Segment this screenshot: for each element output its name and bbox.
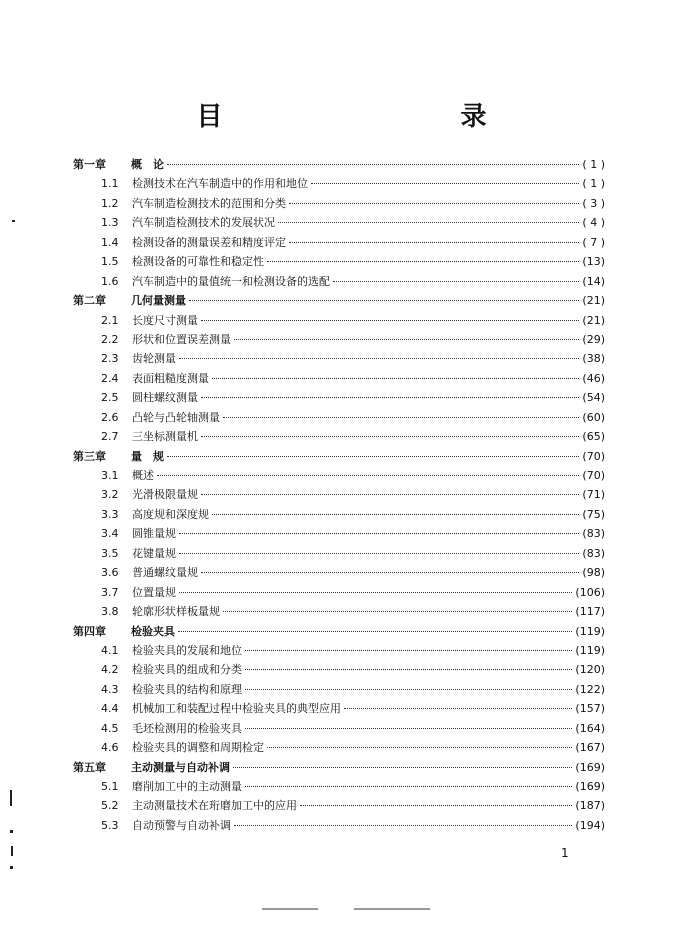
toc-entry-number: 2.1 <box>101 313 119 327</box>
dot-leader <box>245 728 572 729</box>
toc-entry-number: 5.1 <box>101 780 119 793</box>
toc-entry-title: 磨削加工中的主动测量 <box>132 780 242 793</box>
toc-chapter-row <box>73 758 605 777</box>
toc-section-row <box>73 311 605 330</box>
toc-page-number: (70) <box>582 449 605 463</box>
toc-entry-number: 5.2 <box>101 799 119 813</box>
toc-page-number: (164) <box>575 721 605 735</box>
toc-entry-number: 第二章 <box>73 294 106 308</box>
toc-entry-title: 检验夹具的组成和分类 <box>132 663 242 677</box>
toc-entry-title: 汽车制造检测技术的发展状况 <box>132 216 275 230</box>
dot-leader <box>333 281 579 282</box>
toc-entry-title: 表面粗糙度测量 <box>132 371 209 385</box>
toc-section-row <box>73 738 605 757</box>
toc-entry-title: 几何量测量 <box>131 294 186 308</box>
toc-entry-title: 概 论 <box>131 158 164 171</box>
dot-leader <box>212 514 579 515</box>
toc-entry-title: 形状和位置误差测量 <box>132 332 231 346</box>
toc-entry-number: 第一章 <box>73 158 106 171</box>
toc-page-number: (117) <box>575 605 605 619</box>
toc-page-number: (38) <box>582 352 605 366</box>
toc-entry-title: 花键量规 <box>132 546 176 560</box>
toc-section-row <box>73 816 605 835</box>
dot-leader <box>278 222 579 223</box>
toc-entry-title: 汽车制造中的量值统一和检测设备的选配 <box>132 274 330 288</box>
dot-leader <box>157 475 579 476</box>
toc-page-number: (21) <box>582 294 605 308</box>
page-number: 1 <box>561 846 569 860</box>
toc-section-row <box>73 408 605 427</box>
toc-page-number: (187) <box>575 799 605 813</box>
toc-page-number: (83) <box>582 546 605 560</box>
toc-page-number: (83) <box>582 527 605 541</box>
toc-page-number: (65) <box>582 430 605 444</box>
toc-entry-number: 1.5 <box>101 255 119 269</box>
toc-section-row <box>73 252 605 271</box>
dot-leader <box>201 572 579 573</box>
dot-leader <box>212 378 579 379</box>
toc-entry-number: 4.4 <box>101 702 119 716</box>
toc-page-number: (167) <box>575 741 605 755</box>
toc-section-row <box>73 777 605 796</box>
toc-section-row <box>73 330 605 349</box>
toc-section-row <box>73 233 605 252</box>
toc-entry-title: 检验夹具的调整和周期检定 <box>132 741 264 755</box>
dot-leader <box>179 533 579 534</box>
toc-page-number: (54) <box>582 391 605 405</box>
toc-section-row <box>73 602 605 621</box>
toc-page-number: ( 4 ) <box>582 216 605 230</box>
toc-page-number: (75) <box>582 507 605 521</box>
toc-entry-title: 概述 <box>132 469 154 482</box>
toc-entry-number: 3.8 <box>101 605 119 619</box>
toc-chapter-row <box>73 155 605 174</box>
toc-entry-number: 4.6 <box>101 741 119 755</box>
toc-chapter-row <box>73 447 605 466</box>
toc-section-row <box>73 369 605 388</box>
table-of-contents <box>73 155 605 835</box>
toc-page-number: ( 1 ) <box>582 177 605 191</box>
page-title: 目 录 <box>196 102 549 132</box>
toc-section-row <box>73 699 605 718</box>
toc-section-row <box>73 349 605 368</box>
toc-entry-number: 3.4 <box>101 527 119 541</box>
scan-artifact-mark <box>10 830 13 833</box>
toc-page-number: (13) <box>582 255 605 269</box>
scan-artifact-rule <box>354 908 430 910</box>
toc-entry-number: 4.1 <box>101 643 119 657</box>
dot-leader <box>167 164 579 165</box>
toc-entry-title: 检测设备的测量误差和精度评定 <box>132 235 286 249</box>
toc-section-row <box>73 583 605 602</box>
toc-entry-number: 4.3 <box>101 682 119 696</box>
toc-entry-title: 汽车制造检测技术的范围和分类 <box>132 196 286 210</box>
scan-artifact-mark <box>11 846 13 856</box>
dot-leader <box>233 767 572 768</box>
toc-entry-title: 检验夹具的结构和原理 <box>132 682 242 696</box>
dot-leader <box>234 339 579 340</box>
scan-artifact-mark <box>10 790 12 806</box>
toc-page-number: (98) <box>582 566 605 580</box>
toc-entry-title: 齿轮测量 <box>132 352 176 366</box>
dot-leader <box>179 553 579 554</box>
dot-leader <box>178 631 572 632</box>
toc-section-row <box>73 485 605 504</box>
toc-entry-title: 检验夹具的发展和地位 <box>132 643 242 657</box>
dot-leader <box>201 494 579 495</box>
toc-page-number: (21) <box>582 313 605 327</box>
toc-section-row <box>73 524 605 543</box>
toc-section-row <box>73 544 605 563</box>
toc-entry-title: 高度规和深度规 <box>132 507 209 521</box>
toc-section-row <box>73 563 605 582</box>
toc-section-row <box>73 466 605 485</box>
toc-entry-number: 第五章 <box>73 760 106 774</box>
toc-entry-title: 普通螺纹量规 <box>132 566 198 580</box>
toc-chapter-row <box>73 622 605 641</box>
dot-leader <box>245 650 572 651</box>
dot-leader <box>289 203 579 204</box>
dot-leader <box>179 592 572 593</box>
toc-page-number: (169) <box>575 780 605 793</box>
toc-entry-number: 2.3 <box>101 352 119 366</box>
toc-entry-number: 第四章 <box>73 624 106 638</box>
toc-section-row <box>73 213 605 232</box>
toc-page-number: (119) <box>575 624 605 638</box>
toc-entry-number: 1.4 <box>101 235 119 249</box>
toc-entry-number: 1.2 <box>101 196 119 210</box>
toc-entry-title: 长度尺寸测量 <box>132 313 198 327</box>
toc-section-row <box>73 680 605 699</box>
dot-leader <box>223 611 572 612</box>
toc-entry-number: 4.2 <box>101 663 119 677</box>
toc-entry-title: 圆柱螺纹测量 <box>132 391 198 405</box>
dot-leader <box>201 397 579 398</box>
toc-entry-title: 位置量规 <box>132 585 176 599</box>
toc-entry-title: 自动预警与自动补调 <box>132 818 231 832</box>
toc-section-row <box>73 660 605 679</box>
dot-leader <box>234 825 572 826</box>
dot-leader <box>245 786 572 787</box>
toc-page-number: (70) <box>582 469 605 482</box>
toc-entry-number: 3.5 <box>101 546 119 560</box>
scan-artifact-mark <box>10 866 13 869</box>
toc-entry-title: 毛坯检测用的检验夹具 <box>132 721 242 735</box>
toc-entry-number: 3.2 <box>101 488 119 502</box>
toc-page-number: (46) <box>582 371 605 385</box>
toc-entry-number: 4.5 <box>101 721 119 735</box>
toc-section-row <box>73 272 605 291</box>
dot-leader <box>201 320 579 321</box>
toc-entry-number: 2.5 <box>101 391 119 405</box>
dot-leader <box>267 747 572 748</box>
toc-page-number: (60) <box>582 410 605 424</box>
dot-leader <box>223 417 579 418</box>
toc-entry-title: 机械加工和装配过程中检验夹具的典型应用 <box>132 702 341 716</box>
toc-chapter-row <box>73 291 605 310</box>
toc-page-number: ( 7 ) <box>582 235 605 249</box>
toc-section-row <box>73 388 605 407</box>
toc-entry-title: 圆锥量规 <box>132 527 176 541</box>
toc-entry-number: 2.2 <box>101 332 119 346</box>
scan-artifact-rule <box>262 908 318 910</box>
toc-entry-title: 量 规 <box>131 449 164 463</box>
toc-page-number: (122) <box>575 682 605 696</box>
toc-entry-title: 轮廓形状样板量规 <box>132 605 220 619</box>
toc-entry-title: 检验夹具 <box>131 624 175 638</box>
scan-artifact-mark <box>12 220 15 222</box>
toc-entry-number: 2.4 <box>101 371 119 385</box>
toc-entry-title: 主动测量技术在珩磨加工中的应用 <box>132 799 297 813</box>
toc-section-row <box>73 174 605 193</box>
toc-section-row <box>73 796 605 815</box>
dot-leader <box>179 358 579 359</box>
toc-section-row <box>73 427 605 446</box>
toc-section-row <box>73 194 605 213</box>
toc-page-number: ( 1 ) <box>582 158 605 171</box>
dot-leader <box>344 708 572 709</box>
toc-entry-number: 3.7 <box>101 585 119 599</box>
toc-entry-number: 3.3 <box>101 507 119 521</box>
toc-entry-title: 主动测量与自动补调 <box>131 760 230 774</box>
dot-leader <box>289 242 579 243</box>
dot-leader <box>267 261 579 262</box>
toc-page-number: (119) <box>575 643 605 657</box>
toc-entry-number: 3.1 <box>101 469 119 482</box>
toc-entry-number: 1.6 <box>101 274 119 288</box>
toc-page-number: (157) <box>575 702 605 716</box>
toc-page-number: ( 3 ) <box>582 196 605 210</box>
toc-entry-number: 第三章 <box>73 449 106 463</box>
toc-entry-number: 3.6 <box>101 566 119 580</box>
toc-entry-number: 1.3 <box>101 216 119 230</box>
toc-entry-title: 检测技术在汽车制造中的作用和地位 <box>132 177 308 191</box>
toc-page-number: (14) <box>582 274 605 288</box>
dot-leader <box>300 805 572 806</box>
toc-page-number: (106) <box>575 585 605 599</box>
toc-entry-title: 检测设备的可靠性和稳定性 <box>132 255 264 269</box>
toc-page-number: (71) <box>582 488 605 502</box>
toc-entry-number: 2.6 <box>101 410 119 424</box>
dot-leader <box>201 436 579 437</box>
toc-section-row <box>73 505 605 524</box>
toc-page-number: (120) <box>575 663 605 677</box>
toc-section-row <box>73 641 605 660</box>
toc-page-number: (194) <box>575 818 605 832</box>
toc-entry-title: 光滑极限量规 <box>132 488 198 502</box>
dot-leader <box>245 689 572 690</box>
toc-entry-number: 2.7 <box>101 430 119 444</box>
toc-section-row <box>73 719 605 738</box>
toc-entry-number: 5.3 <box>101 818 119 832</box>
toc-entry-title: 凸轮与凸轮轴测量 <box>132 410 220 424</box>
dot-leader <box>245 669 572 670</box>
toc-page-number: (29) <box>582 332 605 346</box>
dot-leader <box>189 300 579 301</box>
dot-leader <box>167 456 579 457</box>
toc-entry-number: 1.1 <box>101 177 119 191</box>
toc-page-number: (169) <box>575 760 605 774</box>
toc-entry-title: 三坐标测量机 <box>132 430 198 444</box>
dot-leader <box>311 183 579 184</box>
